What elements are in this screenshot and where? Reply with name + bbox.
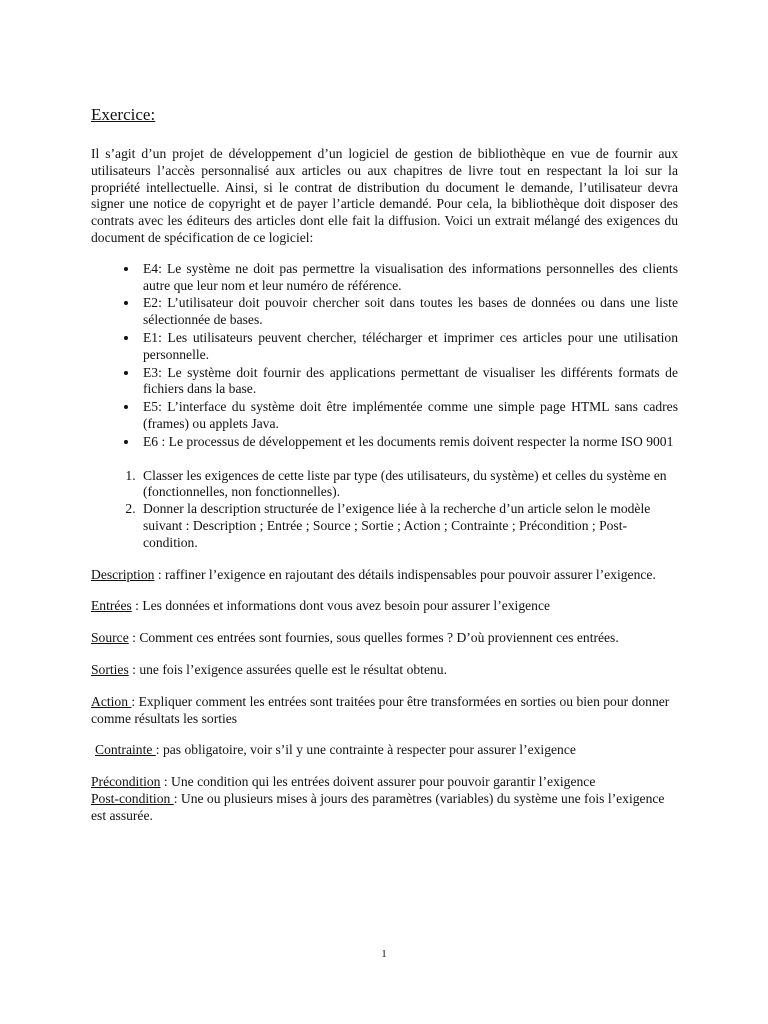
definition-term: Source: [91, 630, 129, 646]
definition-text: : Expliquer comment les entrées sont traitées pour être transformées en sorties ou bien pour donner comme résultats les sorties: [91, 693, 670, 726]
definition-text: : Comment ces entrées sont fournies, sous quelles formes ? D’où proviennent ces entrées.: [128, 630, 619, 646]
intro-paragraph: Il s’agit d’un projet de développement d’un logiciel de gestion de bibliothèque en vue de fournir aux utilisateurs l’accès personnalisé aux articles ou aux chapitres de livre tout en respectant la loi sur la propriété intellectuelle. Ainsi, si le contrat de distribution du document le demande, l’utilisateur devra signer une notice de copyright et de payer l’article demandé. Pour cela, la bibliothèque doit disposer des contrats avec les éditeurs des articles dont elle fait la diffusion. Voici un extrait mélangé des exigences du document de spécification de ce logiciel:: [91, 146, 678, 245]
requirement-item: • E3: Le système doit fournir des applications permettant de visualiser les différents formats de fichiers dans la base.: [139, 365, 678, 399]
definition-description: [91, 567, 678, 584]
definition-term: Sorties: [91, 661, 129, 677]
page-number: 1: [381, 948, 387, 960]
definition-term: Précondition: [91, 774, 161, 790]
definition-action: [91, 694, 678, 728]
definition-precondition: [91, 774, 678, 791]
definition-text: : raffiner l’exigence en rajoutant des détails indispensables pour pouvoir assurer l’exigence.: [154, 566, 656, 582]
requirement-item: • E6 : Le processus de développement et les documents remis doivent respecter la norme ISO 9001: [139, 434, 678, 451]
requirement-item: • E4: Le système ne doit pas permettre la visualisation des informations personnelles des clients autre que leur nom et leur numéro de référence.: [139, 261, 678, 295]
definition-sorties: [91, 662, 678, 679]
task-item: 1. Classer les exigences de cette liste par type (des utilisateurs, du système) et celles du système en (fonctionnelles, non fonctionnelles).: [139, 468, 678, 502]
page-content: [91, 104, 678, 825]
definition-term: Contrainte: [95, 742, 156, 758]
exercise-title: Exercice:: [91, 105, 156, 124]
requirement-item: • E1: Les utilisateurs peuvent chercher, télécharger et imprimer ces articles pour une utilisation personnelle.: [139, 330, 678, 364]
definition-contrainte: [91, 742, 678, 759]
definition-text: : Une ou plusieurs mises à jours des paramètres (variables) du système une fois l’exigence est assurée.: [91, 790, 665, 823]
definition-term: Post-condition: [91, 790, 174, 806]
requirement-item: • E2: L’utilisateur doit pouvoir chercher soit dans toutes les bases de données ou dans une liste sélectionnée de bases.: [139, 295, 678, 329]
definition-term: Entrées: [91, 598, 132, 614]
definition-text: : Une condition qui les entrées doivent assurer pour pouvoir garantir l’exigence: [160, 774, 596, 790]
definition-postcondition: [91, 791, 678, 825]
definition-text: : pas obligatoire, voir s’il y une contrainte à respecter pour assurer l’exigence: [155, 742, 576, 758]
definition-entrees: [91, 598, 678, 615]
task-item: 2. Donner la description structurée de l’exigence liée à la recherche d’un article selon le modèle suivant : Description ; Entrée ; Source ; Sortie ; Action ; Contrainte ; Précondition ; Post-condition.: [139, 501, 678, 551]
definition-term: Description: [91, 566, 155, 582]
tasks-list: [91, 468, 678, 552]
definition-source: [91, 630, 678, 647]
definition-term: Action: [91, 693, 132, 709]
definition-text: : Les données et informations dont vous avez besoin pour assurer l’exigence: [131, 598, 551, 614]
requirement-item: • E5: L’interface du système doit être implémentée comme une simple page HTML sans cadres (frames) ou applets Java.: [139, 399, 678, 433]
requirements-list: [91, 261, 678, 451]
definition-text: : une fois l’exigence assurées quelle est le résultat obtenu.: [128, 661, 447, 677]
